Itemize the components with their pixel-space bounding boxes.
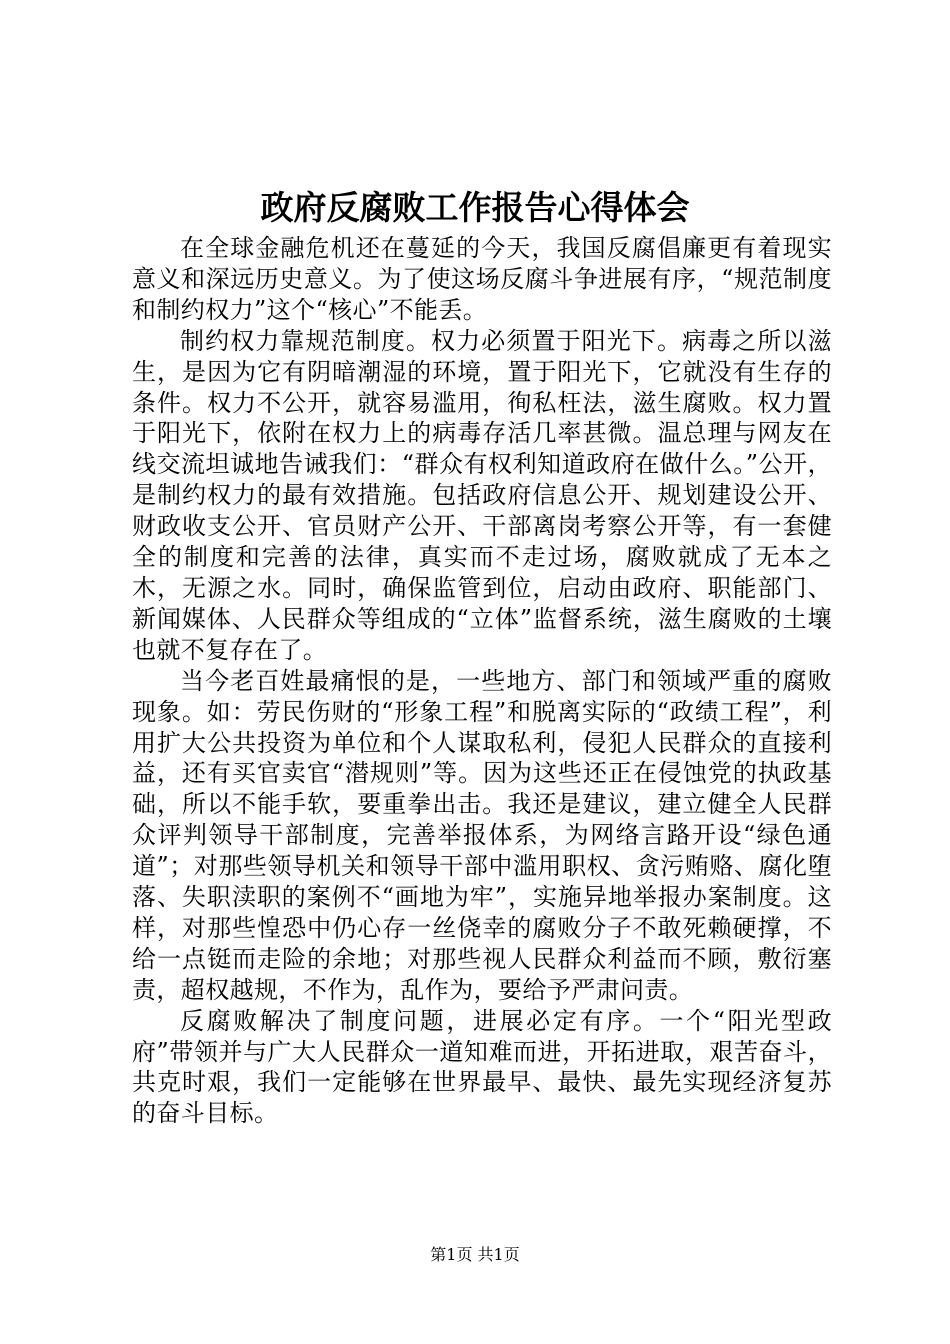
paragraph-conclusion: 反腐败解决了制度问题，进展必定有序。一个“阳光型政府”带领并与广大人民群众一道知难而进，开拓进取，艰苦奋斗，共克时艰，我们一定能够在世界最早、最快、最先实现经济复苏的奋斗目标。 bbox=[132, 1006, 832, 1128]
document-body bbox=[132, 233, 832, 1129]
paragraph-corruption-phenomena: 当今老百姓最痛恨的是，一些地方、部门和领域严重的腐败现象。如：劳民伤财的“形象工程”和脱离实际的“政绩工程”，利用扩大公共投资为单位和个人谋取私利，侵犯人民群众的直接利益，还有买官卖官“潜规则”等。因为这些还正在侵蚀党的执政基础，所以不能手软，要重拳出击。我还是建议，建立健全人民群众评判领导干部制度，完善举报体系，为网络言路开设“绿色通道”；对那些领导机关和领导干部中滥用职权、贪污贿赂、腐化堕落、失职渎职的案例不“画地为牢”，实施异地举报办案制度。这样，对那些惶恐中仍心存一丝侥幸的腐败分子不敢死赖硬撑，不给一点铤而走险的余地；对那些视人民群众利益而不顾，敷衍塞责，超权越规，不作为，乱作为，要给予严肃问责。 bbox=[132, 666, 832, 1004]
page-number: 第1页 共1页 bbox=[430, 1245, 520, 1264]
paragraph-intro: 在全球金融危机还在蔓延的今天，我国反腐倡廉更有着现实意义和深远历史意义。为了使这场反腐斗争进展有序，“规范制度和制约权力”这个“核心”不能丢。 bbox=[132, 234, 832, 324]
page-footer bbox=[0, 1244, 950, 1266]
paragraph-power-constraint: 制约权力靠规范制度。权力必须置于阳光下。病毒之所以滋生，是因为它有阴暗潮湿的环境，置于阳光下，它就没有生存的条件。权力不公开，就容易滥用，徇私枉法，滋生腐败。权力置于阳光下，依附在权力上的病毒存活几率甚微。温总理与网友在线交流坦诚地告诫我们：“群众有权利知道政府在做什么。”公开，是制约权力的最有效措施。包括政府信息公开、规划建设公开、财政收支公开、官员财产公开、干部离岗考察公开等，有一套健全的制度和完善的法律，真实而不走过场，腐败就成了无本之木，无源之水。同时，确保监管到位，启动由政府、职能部门、新闻媒体、人民群众等组成的“立体”监督系统，滋生腐败的土壤也就不复存在了。 bbox=[132, 326, 832, 664]
document-title: 政府反腐败工作报告心得体会 bbox=[260, 188, 690, 227]
